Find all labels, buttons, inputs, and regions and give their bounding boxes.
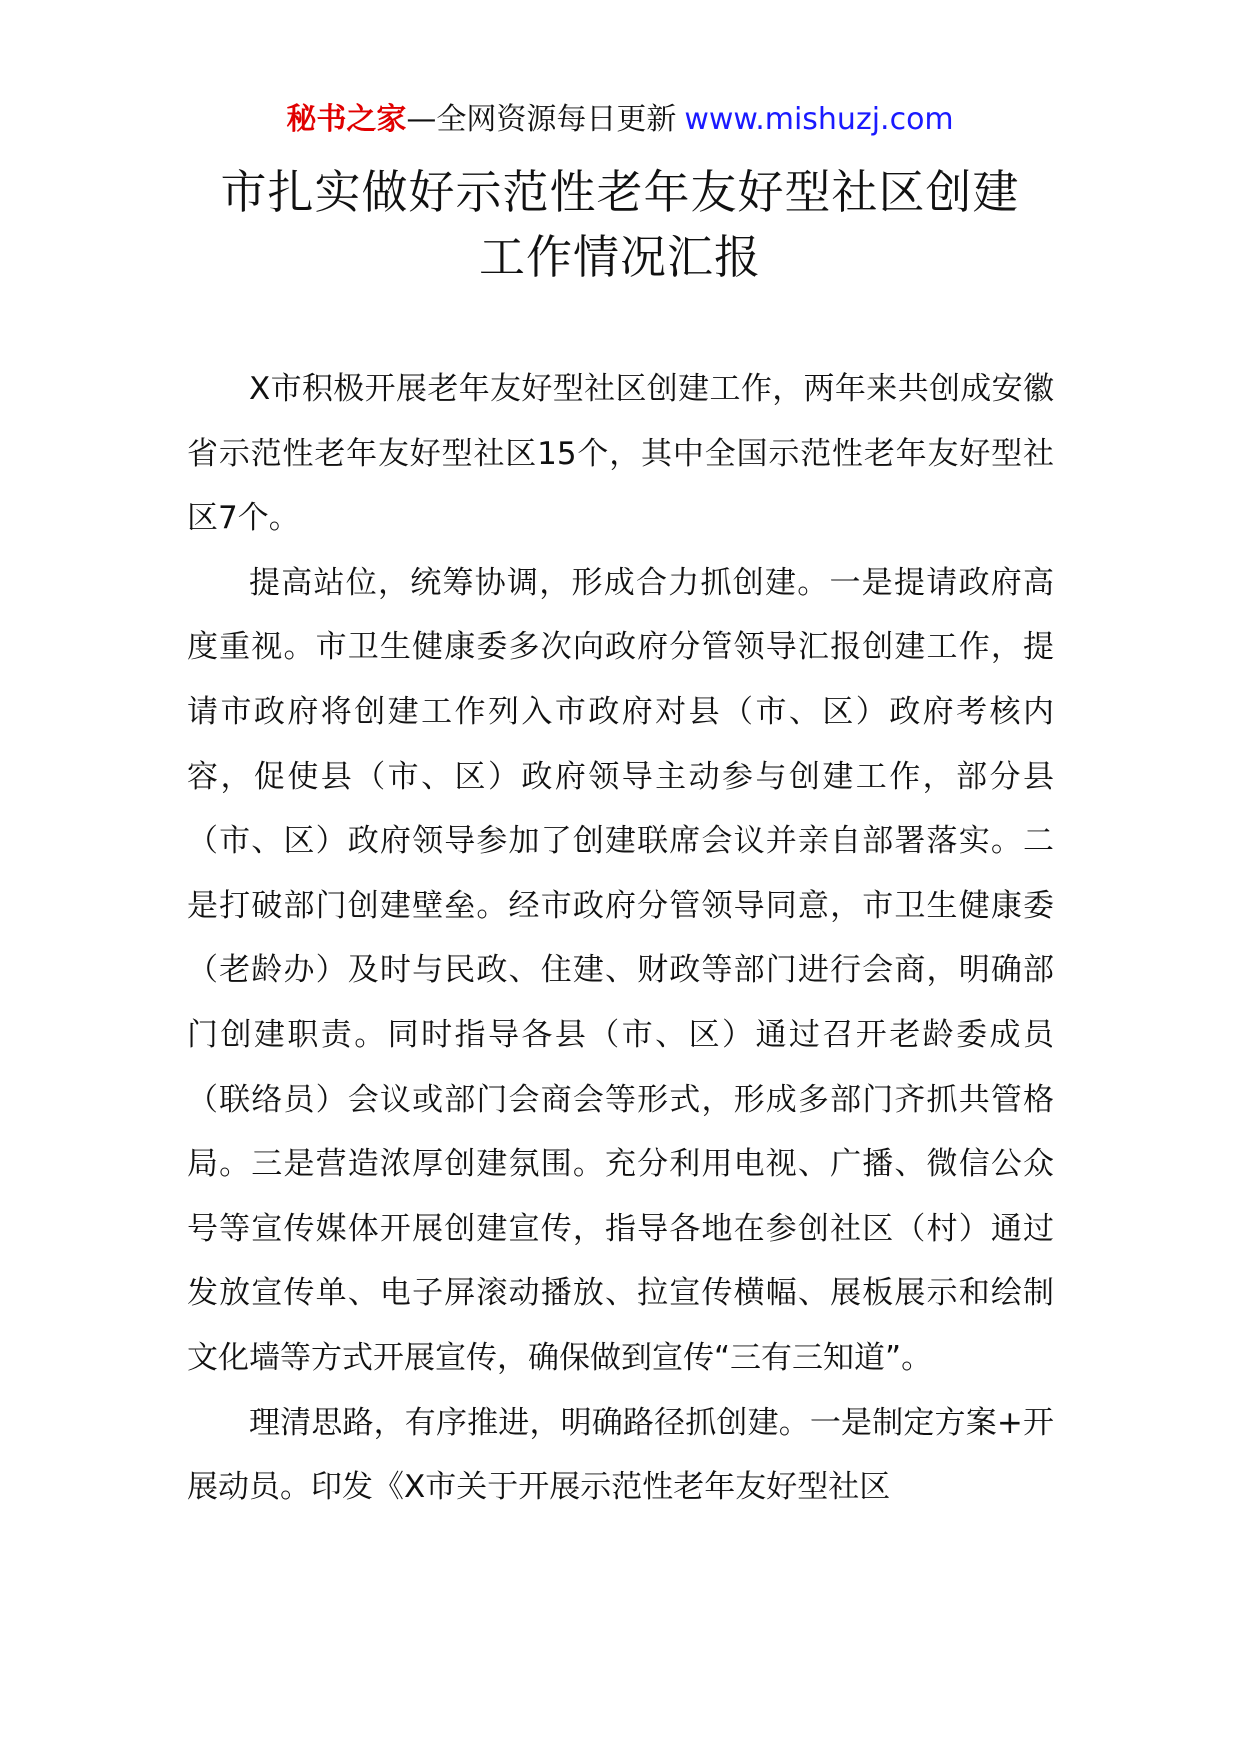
banner-tagline: —全网资源每日更新 bbox=[406, 102, 677, 137]
title-line-2: 工作情况汇报 bbox=[479, 230, 761, 284]
paragraph: 提高站位，统筹协调，形成合力抓创建。一是提请政府高度重视。市卫生健康委多次向政府分管领导汇报创建工作，提请市政府将创建工作列入市政府对县（市、区）政府考核内容，促使县（市、区）政府领导主动参与创建工作，部分县（市、区）政府领导参加了创建联席会议并亲自部署落实。二是打破部门创建壁垒。经市政府分管领导同意，市卫生健康委（老龄办）及时与民政、住建、财政等部门进行会商，明确部门创建职责。同时指导各县（市、区）通过召开老龄委成员（联络员）会议或部门会商会等形式，形成多部门齐抓共管格局。三是营造浓厚创建氛围。充分利用电视、广播、微信公众号等宣传媒体开展创建宣传，指导各地在参创社区（村）通过发放宣传单、电子屏滚动播放、拉宣传横幅、展板展示和绘制文化墙等方式开展宣传，确保做到宣传“三有三知道”。 bbox=[187, 564, 1054, 1376]
title-line-1: 市扎实做好示范性老年友好型社区创建 bbox=[220, 165, 1020, 219]
document-body bbox=[187, 357, 1054, 1520]
document-title bbox=[0, 160, 1240, 290]
paragraph: 理清思路，有序推进，明确路径抓创建。一是制定方案+开展动员。印发《X市关于开展示范性老年友好型社区 bbox=[187, 1404, 1054, 1506]
site-banner bbox=[0, 98, 1240, 142]
brand-name: 秘书之家 bbox=[286, 102, 407, 137]
paragraph: X市积极开展老年友好型社区创建工作，两年来共创成安徽省示范性老年友好型社区15个，其中全国示范性老年友好型社区7个。 bbox=[187, 371, 1054, 537]
site-url-link[interactable]: www.mishuzj.com bbox=[684, 102, 954, 137]
